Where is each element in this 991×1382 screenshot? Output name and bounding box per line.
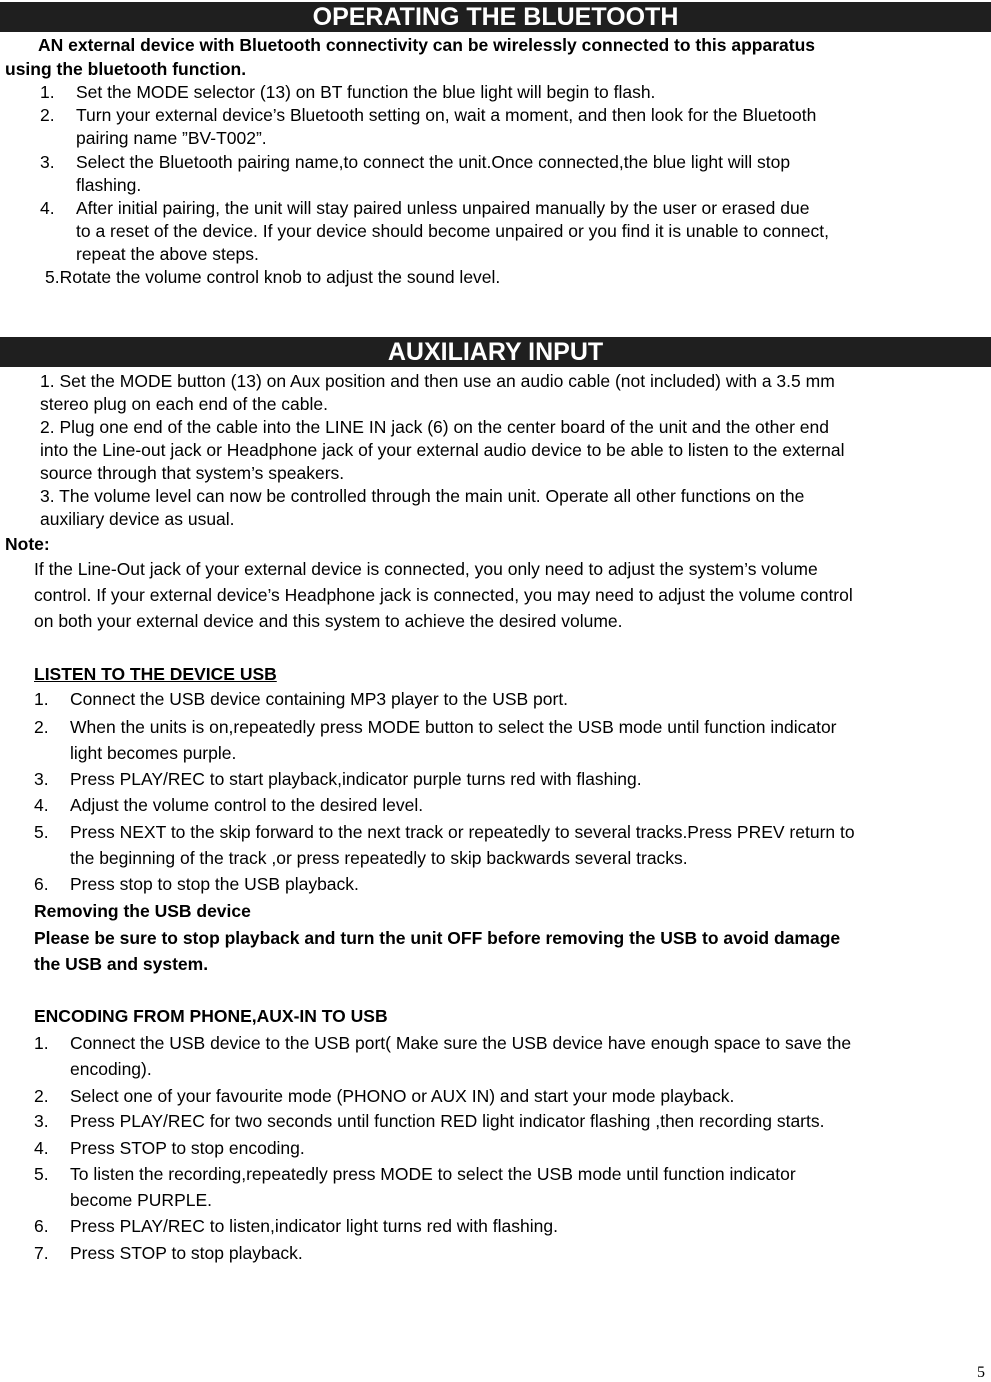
list-number: 3. — [34, 1111, 49, 1131]
list-number: 6. — [34, 1216, 49, 1236]
list-item: the beginning of the track ,or press repeatedly to skip backwards several tracks. — [70, 848, 688, 868]
list-item: Set the MODE selector (13) on BT function the blue light will begin to flash. — [76, 82, 656, 102]
list-item: Connect the USB device containing MP3 player to the USB port. — [70, 689, 569, 709]
list-number: 2. — [34, 1086, 49, 1106]
list-number: 6. — [34, 874, 49, 894]
list-item: to a reset of the device. If your device should become unpaired or you find it is unable to connect, — [76, 221, 829, 241]
list-item: Press stop to stop the USB playback. — [70, 874, 359, 894]
list-number: 5. — [34, 822, 49, 842]
list-number: 2. — [34, 717, 49, 737]
list-item: Press PLAY/REC to start playback,indicator purple turns red with flashing. — [70, 769, 642, 789]
aux-line: 3. The volume level can now be controlled through the main unit. Operate all other functions on the — [40, 486, 805, 506]
list-number: 5. — [34, 1164, 49, 1184]
list-item: encoding). — [70, 1059, 152, 1079]
encoding-heading: ENCODING FROM PHONE,AUX-IN TO USB — [34, 1006, 388, 1026]
aux-line: 1. Set the MODE button (13) on Aux position and then use an audio cable (not included) with a 3.5 mm — [40, 371, 835, 391]
list-item: Press NEXT to the skip forward to the next track or repeatedly to several tracks.Press PREV return to — [70, 822, 855, 842]
bluetooth-intro: AN external device with Bluetooth connectivity can be wirelessly connected to this apparatus — [38, 35, 816, 55]
list-number: 4. — [34, 1138, 49, 1158]
list-item: flashing. — [76, 175, 142, 195]
list-item: Press STOP to stop encoding. — [70, 1138, 305, 1158]
list-item: Press PLAY/REC for two seconds until function RED light indicator flashing ,then recording starts. — [70, 1111, 825, 1131]
list-item: pairing name ”BV-T002”. — [76, 128, 267, 148]
list-item: Select the Bluetooth pairing name,to connect the unit.Once connected,the blue light will stop — [76, 152, 791, 172]
aux-line: into the Line-out jack or Headphone jack of your external audio device to be able to listen to the external — [40, 440, 845, 460]
remove-usb-warning: Please be sure to stop playback and turn the unit OFF before removing the USB to avoid damage — [34, 928, 841, 948]
page-number: 5 — [977, 1364, 985, 1381]
list-number: 7. — [34, 1243, 49, 1263]
note-text: If the Line-Out jack of your external device is connected, you only need to adjust the system’s volume — [34, 559, 818, 579]
list-number: 1. — [34, 1033, 49, 1053]
list-item: Select one of your favourite mode (PHONO or AUX IN) and start your mode playback. — [70, 1086, 735, 1106]
usb-heading: LISTEN TO THE DEVICE USB — [34, 664, 277, 684]
list-item: Press PLAY/REC to listen,indicator light turns red with flashing. — [70, 1216, 558, 1236]
list-item: When the units is on,repeatedly press MODE button to select the USB mode until function indicator — [70, 717, 837, 737]
list-item: To listen the recording,repeatedly press MODE to select the USB mode until function indicator — [70, 1164, 796, 1184]
list-number: 4. — [40, 198, 55, 218]
aux-line: 2. Plug one end of the cable into the LINE IN jack (6) on the center board of the unit and the other end — [40, 417, 829, 437]
aux-heading: AUXILIARY INPUT — [0, 337, 991, 367]
list-item: Adjust the volume control to the desired level. — [70, 795, 424, 815]
bluetooth-heading: OPERATING THE BLUETOOTH — [0, 2, 991, 32]
list-item: light becomes purple. — [70, 743, 237, 763]
list-item: Connect the USB device to the USB port( Make sure the USB device have enough space to save the — [70, 1033, 852, 1053]
aux-line: stereo plug on each end of the cable. — [40, 394, 328, 414]
list-number: 1. — [40, 82, 55, 102]
list-number: 4. — [34, 795, 49, 815]
list-item: 5.Rotate the volume control knob to adjust the sound level. — [45, 267, 501, 287]
list-number: 3. — [40, 152, 55, 172]
list-number: 3. — [34, 769, 49, 789]
aux-line: auxiliary device as usual. — [40, 509, 235, 529]
list-item: repeat the above steps. — [76, 244, 259, 264]
aux-line: source through that system’s speakers. — [40, 463, 345, 483]
list-item: become PURPLE. — [70, 1190, 213, 1210]
list-number: 1. — [34, 689, 49, 709]
list-item: Turn your external device’s Bluetooth setting on, wait a moment, and then look for the Bluetooth — [76, 105, 817, 125]
list-item: Press STOP to stop playback. — [70, 1243, 303, 1263]
bluetooth-intro: using the bluetooth function. — [5, 59, 247, 79]
list-number: 2. — [40, 105, 55, 125]
note-text: control. If your external device’s Headphone jack is connected, you may need to adjust the volume control — [34, 585, 853, 605]
remove-usb-warning: the USB and system. — [34, 954, 209, 974]
note-text: on both your external device and this system to achieve the desired volume. — [34, 611, 623, 631]
note-label: Note: — [5, 534, 50, 554]
list-item: After initial pairing, the unit will stay paired unless unpaired manually by the user or erased due — [76, 198, 810, 218]
remove-usb-title: Removing the USB device — [34, 901, 251, 921]
